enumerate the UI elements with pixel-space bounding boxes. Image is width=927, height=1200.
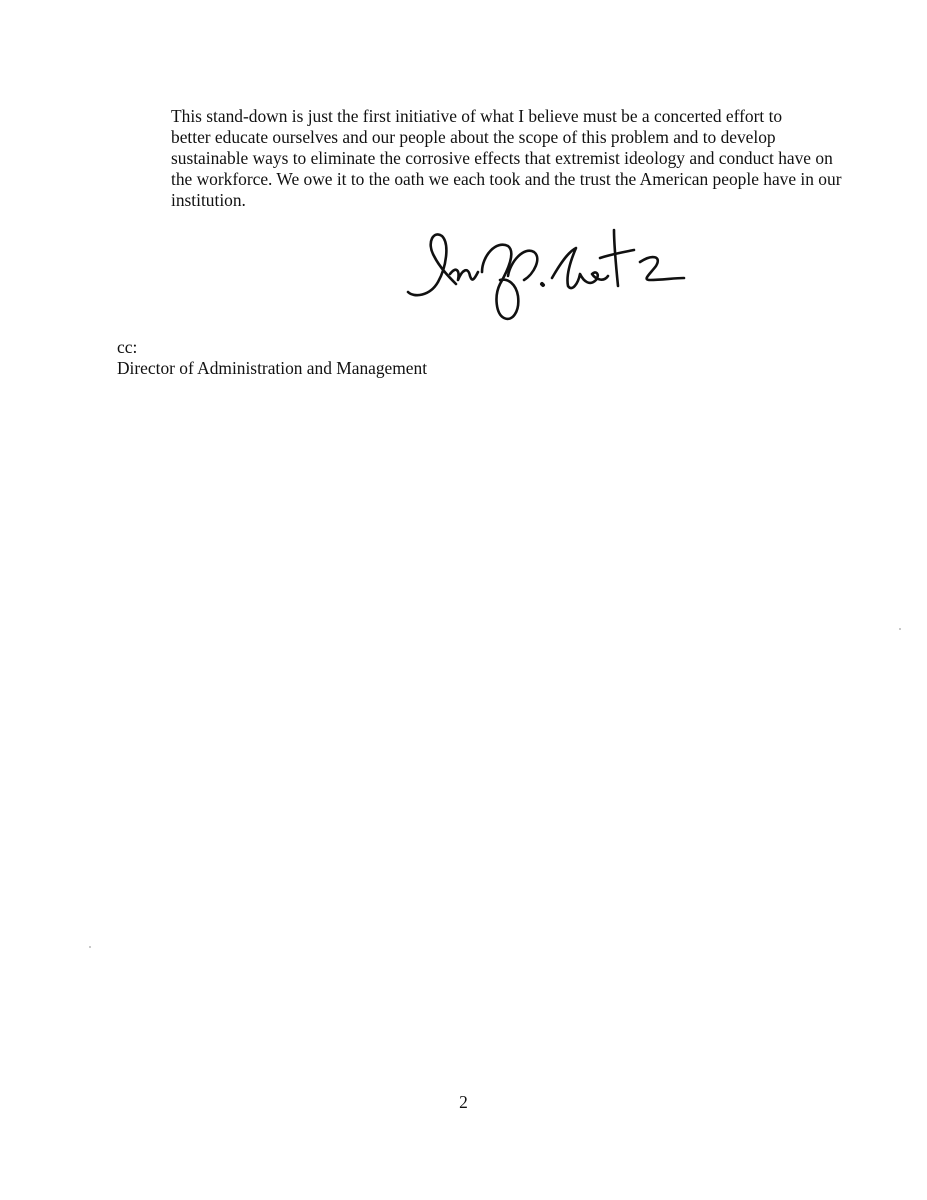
signature-stroke (542, 284, 543, 285)
signature-strokes (408, 230, 684, 319)
signature-stroke (482, 245, 518, 319)
signature-stroke (408, 234, 456, 295)
signature-stroke (614, 230, 618, 286)
scan-speck (89, 946, 91, 948)
signature-drawing (400, 222, 690, 327)
closing-paragraph (117, 106, 842, 211)
handwritten-signature (400, 222, 690, 327)
paragraph-line: better educate ourselves and our people about the scope of this problem and to develop (171, 127, 776, 147)
paragraph-line: sustainable ways to eliminate the corrosive effects that extremist ideology and conduct have on (171, 148, 833, 168)
signature-stroke (552, 248, 608, 288)
cc-recipient: Director of Administration and Management (117, 358, 428, 378)
paragraph-line: This stand-down is just the first initiative of what I believe must be a concerted effort to (171, 106, 783, 126)
paragraph-line: the workforce. We owe it to the oath we each took and the trust the American people have in our (171, 169, 842, 189)
scan-speck (899, 628, 901, 630)
cc-block (117, 337, 427, 379)
signature-stroke (450, 270, 478, 280)
cc-label: cc: (117, 337, 138, 357)
signature-stroke (600, 250, 634, 258)
paragraph-line: institution. (171, 190, 246, 210)
signature-stroke (640, 257, 684, 280)
page-number: 2 (459, 1092, 468, 1112)
